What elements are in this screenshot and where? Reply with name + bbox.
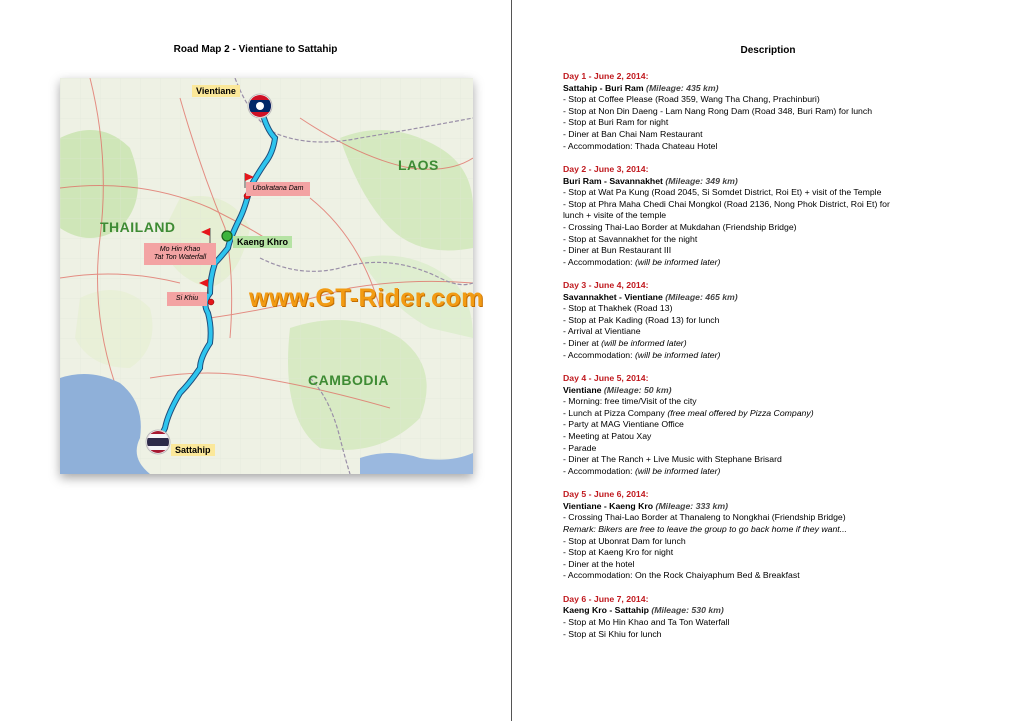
line-italic: (free meal offered by Pizza Company)	[667, 407, 814, 418]
day-block	[563, 489, 993, 582]
stop-label-line: Mo Hin Khao	[159, 246, 201, 253]
itinerary-line: - Morning: free time/Visit of the city	[563, 396, 697, 407]
day-route: Savannakhet - Vientiane	[563, 291, 663, 302]
itinerary-line: - Stop at Si Khiu for lunch	[563, 628, 662, 639]
itinerary-line: - Accommodation: Thada Chateau Hotel	[563, 140, 718, 151]
city-label-vientiane: Vientiane	[192, 85, 240, 97]
itinerary-line: - Accommodation: On the Rock Chaiyaphum Bed & Breakfast	[563, 570, 800, 581]
itinerary-line: lunch + visite of the temple	[563, 210, 667, 221]
itinerary-line: - Arrival at Vientiane	[563, 326, 641, 337]
stop-label-line: Tat Ton Waterfall	[153, 254, 207, 261]
line-prefix: - Lunch at Pizza Company	[563, 407, 668, 418]
line-italic: (will be informed later)	[601, 338, 687, 349]
day-mileage: (Mileage: 435 km)	[646, 82, 719, 93]
itinerary-line	[563, 466, 993, 478]
day-block	[563, 373, 993, 477]
day-route: Buri Ram - Savannakhet	[563, 175, 663, 186]
day-route-line	[563, 605, 993, 617]
line-prefix: - Accommodation:	[563, 256, 635, 267]
itinerary-remark: Remark: Bikers are free to leave the group to go back home if they want...	[563, 523, 847, 534]
country-label-cambodia: CAMBODIA	[308, 372, 389, 388]
line-prefix: - Accommodation:	[563, 465, 635, 476]
day-route: Vientiane - Kaeng Kro	[563, 500, 654, 511]
day-heading: Day 6 - June 7, 2014:	[563, 593, 649, 604]
itinerary-line: - Parade	[563, 442, 597, 453]
itinerary-line: - Party at MAG Vientiane Office	[563, 419, 684, 430]
itinerary-line	[563, 408, 993, 420]
map-canvas	[60, 78, 473, 474]
day-route-line	[563, 501, 993, 513]
day-mileage: (Mileage: 349 km)	[665, 175, 738, 186]
day-route: Sattahip - Buri Ram	[563, 82, 644, 93]
itinerary-line	[563, 338, 993, 350]
line-italic: (will be informed later)	[634, 256, 721, 267]
itinerary-line: - Crossing Thai-Lao Border at Mukdahan (Friendship Bridge)	[563, 221, 797, 232]
description-title: Description	[740, 45, 796, 56]
day-route-line	[563, 292, 993, 304]
day-heading: Day 2 - June 3, 2014:	[563, 163, 649, 174]
day-mileage: (Mileage: 465 km)	[665, 291, 738, 302]
day-block	[563, 71, 993, 152]
day-heading: Day 3 - June 4, 2014:	[563, 280, 649, 291]
itinerary-line: - Stop at Ubonrat Dam for lunch	[563, 535, 686, 546]
day-route-line	[563, 176, 993, 188]
city-label-kaeng-khro: Kaeng Khro	[233, 236, 292, 248]
itinerary-line: - Stop at Buri Ram for night	[563, 117, 669, 128]
day-block	[563, 164, 993, 268]
map-page	[0, 0, 511, 721]
itinerary-line: - Stop at Phra Maha Chedi Chai Mongkol (Road 2136, Nong Phok District, Roi Et) for	[563, 198, 890, 209]
day-heading: Day 5 - June 6, 2014:	[563, 489, 649, 500]
itinerary-line: - Stop at Thakhek (Road 13)	[563, 303, 673, 314]
line-prefix: - Accommodation:	[563, 349, 635, 360]
day-route-line	[563, 385, 993, 397]
itinerary-line: - Meeting at Patou Xay	[563, 431, 652, 442]
itinerary-line: - Diner at Ban Chai Nam Restaurant	[563, 128, 703, 139]
day-block	[563, 280, 993, 361]
day-route-line	[563, 83, 993, 95]
watermark: www.GT-Rider.com	[249, 284, 484, 312]
road-map	[60, 78, 473, 474]
day-heading: Day 4 - June 5, 2014:	[563, 373, 649, 384]
itinerary-line: - Diner at Bun Restaurant III	[563, 245, 672, 256]
stop-label-mo-hin-khao	[144, 243, 216, 265]
itinerary-line: - Stop at Coffee Please (Road 359, Wang Tha Chang, Prachinburi)	[563, 94, 820, 105]
country-label-thailand: THAILAND	[100, 219, 176, 235]
itinerary-line	[563, 257, 993, 269]
kaeng-khro-marker	[222, 231, 232, 241]
stop-label-si-khiu: Si Khiu	[167, 292, 207, 306]
city-label-sattahip: Sattahip	[171, 444, 215, 456]
day-block	[563, 594, 993, 640]
itinerary-line: - Diner at the hotel	[563, 558, 635, 569]
line-italic: (will be informed later)	[634, 349, 721, 360]
map-title: Road Map 2 - Vientiane to Sattahip	[173, 44, 338, 55]
itinerary-line: - Stop at Non Din Daeng - Lam Nang Rong Dam (Road 348, Buri Ram) for lunch	[563, 105, 873, 116]
thailand-flag-icon	[146, 430, 170, 454]
day-route: Kaeng Kro - Sattahip	[563, 605, 649, 616]
itinerary-line	[563, 350, 993, 362]
day-mileage: (Mileage: 333 km)	[655, 500, 728, 511]
day-mileage: (Mileage: 530 km)	[651, 605, 724, 616]
day-mileage: (Mileage: 50 km)	[603, 384, 672, 395]
laos-flag-icon	[248, 94, 272, 118]
itinerary-line: - Stop at Mo Hin Khao and Ta Ton Waterfall	[563, 616, 730, 627]
itinerary-line: - Stop at Kaeng Kro for night	[563, 547, 674, 558]
day-heading: Day 1 - June 2, 2014:	[563, 71, 649, 81]
itinerary-line: - Stop at Pak Kading (Road 13) for lunch	[563, 314, 720, 325]
itinerary-line: - Stop at Savannakhet for the night	[563, 233, 698, 244]
itinerary	[563, 71, 993, 652]
line-prefix: - Diner at	[563, 338, 602, 349]
line-italic: (will be informed later)	[634, 465, 721, 476]
itinerary-line: - Crossing Thai-Lao Border at Thanaleng to Nongkhai (Friendship Bridge)	[563, 512, 846, 523]
country-label-laos: LAOS	[398, 157, 439, 173]
itinerary-line: - Diner at The Ranch + Live Music with Stephane Brisard	[563, 454, 782, 465]
stop-label-ubolratana: Ubolratana Dam	[246, 182, 310, 196]
itinerary-line: - Stop at Wat Pa Kung (Road 2045, Si Somdet District, Roi Et) + visit of the Temple	[563, 187, 882, 198]
day-route: Vientiane	[563, 384, 602, 395]
